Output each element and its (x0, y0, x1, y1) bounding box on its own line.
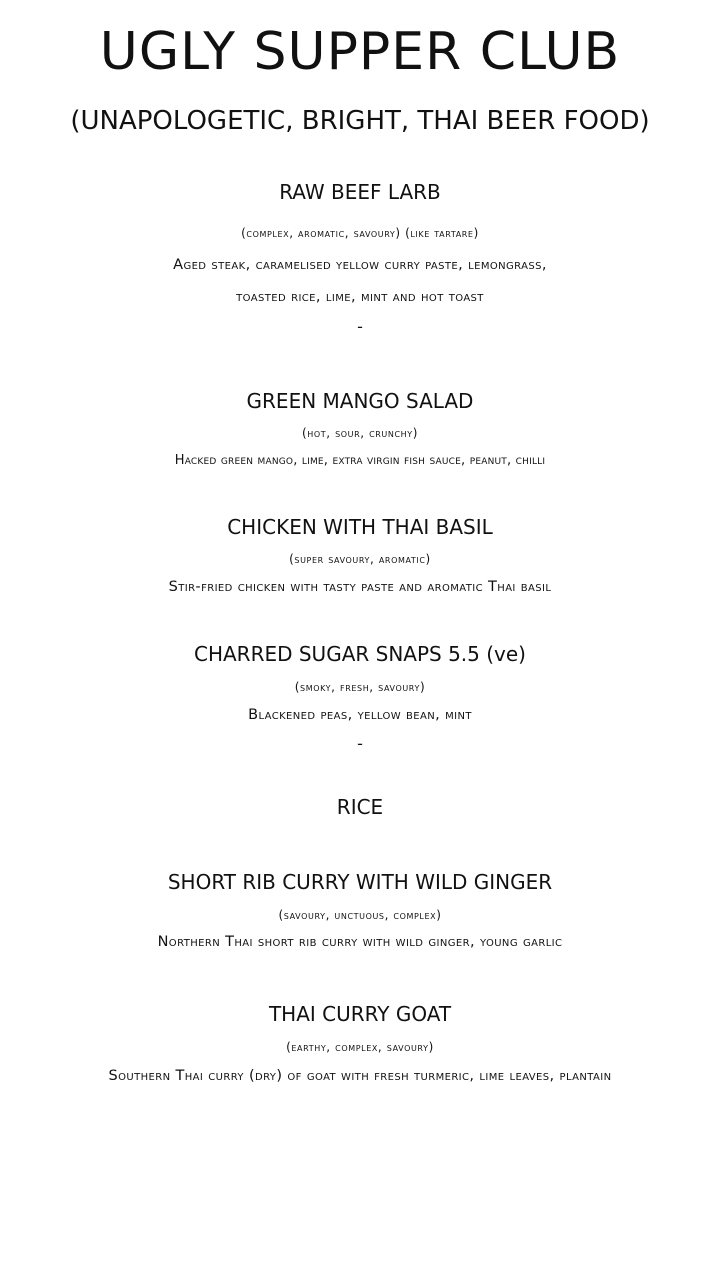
dish-name-charred-sugar-snaps: CHARRED SUGAR SNAPS 5.5 (ve) (193, 642, 526, 666)
dish-notes-green-mango-salad: (hot, sour, crunchy) (301, 426, 419, 440)
section-separator: - (357, 734, 363, 753)
dish-description-chicken-thai-basil: Stir-fried chicken with tasty paste and aromatic Thai basil (168, 579, 552, 595)
dish-description-green-mango-salad: Hacked green mango, lime, extra virgin fish sauce, peanut, chilli (174, 453, 546, 468)
dish-description-raw-beef-larb-line-2: toasted rice, lime, mint and hot toast (236, 289, 484, 305)
dish-description-thai-curry-goat: Southern Thai curry (dry) of goat with fresh turmeric, lime leaves, plantain (108, 1068, 612, 1084)
dish-description-short-rib-curry: Northern Thai short rib curry with wild ginger, young garlic (157, 934, 563, 950)
dish-name-rice: RICE (336, 795, 384, 819)
dish-name-raw-beef-larb: RAW BEEF LARB (279, 180, 441, 204)
page-title: UGLY SUPPER CLUB (99, 22, 621, 82)
dish-name-thai-curry-goat: THAI CURRY GOAT (268, 1002, 452, 1026)
dish-description-raw-beef-larb-line-1: Aged steak, caramelised yellow curry paste, lemongrass, (173, 257, 547, 273)
dish-notes-short-rib-curry: (savoury, unctuous, complex) (278, 908, 442, 922)
dish-name-chicken-thai-basil: CHICKEN WITH THAI BASIL (227, 515, 493, 539)
dish-name-short-rib-curry: SHORT RIB CURRY WITH WILD GINGER (167, 870, 553, 894)
section-separator: - (357, 317, 363, 336)
page-subtitle: (UNAPOLOGETIC, BRIGHT, THAI BEER FOOD) (70, 106, 650, 136)
dish-notes-chicken-thai-basil: (super savoury, aromatic) (289, 552, 431, 566)
dish-notes-charred-sugar-snaps: (smoky, fresh, savoury) (294, 680, 426, 694)
dish-description-charred-sugar-snaps: Blackened peas, yellow bean, mint (248, 707, 472, 723)
dish-notes-raw-beef-larb: (complex, aromatic, savoury) (like tartare) (241, 226, 479, 240)
dish-name-green-mango-salad: GREEN MANGO SALAD (246, 389, 474, 413)
dish-notes-thai-curry-goat: (earthy, complex, savoury) (286, 1040, 434, 1054)
